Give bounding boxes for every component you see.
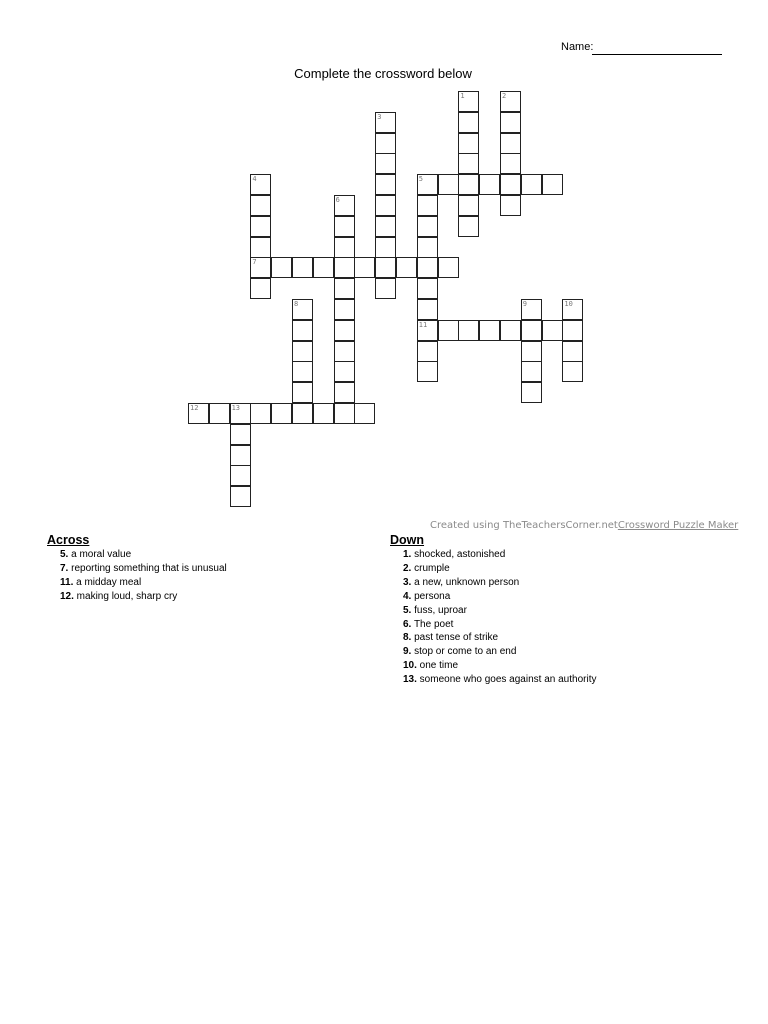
- grid-cell[interactable]: [334, 382, 355, 403]
- grid-cell[interactable]: [542, 174, 563, 195]
- name-label: Name:: [561, 41, 594, 53]
- grid-cell[interactable]: [292, 361, 313, 382]
- clue-number: 3.: [403, 576, 412, 588]
- grid-cell[interactable]: [334, 299, 355, 320]
- clue-number: 5.: [60, 549, 69, 560]
- grid-cell[interactable]: [521, 320, 542, 341]
- clue-text: persona: [411, 590, 451, 602]
- grid-cell[interactable]: [230, 465, 251, 486]
- grid-cell[interactable]: [334, 320, 355, 341]
- clue-number: 10: [564, 300, 573, 308]
- clue-number: 8.: [403, 632, 412, 644]
- grid-cell[interactable]: [375, 237, 396, 258]
- grid-cell[interactable]: [375, 133, 396, 154]
- grid-cell[interactable]: [334, 237, 355, 258]
- grid-cell[interactable]: [458, 153, 479, 174]
- clue-number: 4.: [403, 590, 412, 602]
- grid-cell[interactable]: [250, 216, 271, 237]
- clue-number: 11: [418, 320, 428, 329]
- grid-cell[interactable]: [500, 153, 521, 174]
- clue-item: [403, 645, 596, 659]
- clue-number: 5.: [403, 604, 412, 616]
- down-clues: [390, 533, 596, 687]
- credit-line: [430, 520, 738, 531]
- grid-cell[interactable]: [334, 216, 355, 237]
- grid-cell[interactable]: [354, 403, 375, 424]
- clue-text: someone who goes against an authority: [416, 674, 597, 686]
- down-heading: Down: [390, 533, 425, 547]
- grid-cell[interactable]: [417, 278, 438, 299]
- grid-cell[interactable]: [230, 424, 251, 445]
- grid-cell[interactable]: [375, 216, 396, 237]
- clue-number: 9: [522, 300, 528, 308]
- clue-number: 12.: [60, 590, 74, 602]
- grid-cell[interactable]: [500, 91, 521, 112]
- grid-cell[interactable]: [230, 403, 251, 424]
- grid-cell[interactable]: [417, 216, 438, 237]
- clue-number: 6: [335, 196, 340, 204]
- clue-number: 4: [252, 175, 257, 184]
- clue-text: past tense of strike: [411, 632, 499, 644]
- clue-number: 7.: [60, 562, 69, 574]
- grid-cell[interactable]: [458, 195, 479, 216]
- grid-cell[interactable]: [500, 320, 521, 341]
- grid-cell[interactable]: [417, 320, 438, 341]
- grid-cell[interactable]: [375, 195, 396, 216]
- grid-cell[interactable]: [292, 320, 313, 341]
- grid-cell[interactable]: [292, 257, 313, 278]
- grid-cell[interactable]: [396, 257, 417, 278]
- grid-cell[interactable]: [375, 112, 396, 133]
- clue-text: The poet: [411, 618, 454, 630]
- grid-cell[interactable]: [500, 174, 521, 195]
- grid-cell[interactable]: [500, 133, 521, 154]
- clue-item: [60, 576, 227, 590]
- clue-item: [403, 659, 596, 673]
- clue-number: 2: [502, 92, 507, 100]
- grid-cell[interactable]: [521, 174, 542, 195]
- grid-cell[interactable]: [417, 361, 438, 382]
- grid-cell[interactable]: [334, 257, 355, 278]
- clue-item: [403, 548, 596, 562]
- grid-cell[interactable]: [562, 341, 583, 362]
- grid-cell[interactable]: [292, 299, 313, 320]
- clue-number: 9.: [403, 646, 412, 658]
- grid-cell[interactable]: [292, 403, 313, 424]
- grid-cell[interactable]: [375, 153, 396, 174]
- grid-cell[interactable]: [271, 403, 292, 424]
- clue-text: a moral value: [68, 549, 132, 560]
- grid-cell[interactable]: [250, 195, 271, 216]
- grid-cell[interactable]: [562, 361, 583, 382]
- grid-cell[interactable]: [417, 257, 438, 278]
- down-clue-list: [390, 548, 596, 687]
- clue-number: 12: [190, 404, 199, 412]
- grid-cell[interactable]: [479, 174, 500, 195]
- name-field[interactable]: [592, 54, 722, 55]
- credit-text: Created using TheTeachersCorner.net: [430, 520, 618, 531]
- grid-cell[interactable]: [500, 195, 521, 216]
- grid-cell[interactable]: [542, 320, 563, 341]
- clue-item: [403, 618, 596, 632]
- clue-text: one time: [416, 660, 459, 672]
- grid-cell[interactable]: [334, 361, 355, 382]
- grid-cell[interactable]: [250, 174, 271, 195]
- grid-cell[interactable]: [521, 382, 542, 403]
- clue-number: 6.: [403, 618, 412, 630]
- across-heading: Across: [47, 533, 90, 547]
- grid-cell[interactable]: [438, 174, 459, 195]
- clue-number: 13.: [403, 674, 417, 686]
- page-title: Complete the crossword below: [294, 66, 472, 81]
- grid-cell[interactable]: [479, 320, 500, 341]
- grid-cell[interactable]: [250, 257, 271, 278]
- grid-cell[interactable]: [354, 257, 375, 278]
- clue-item: [60, 548, 227, 562]
- grid-cell[interactable]: [334, 195, 355, 216]
- clue-text: shocked, astonished: [411, 549, 506, 560]
- grid-cell[interactable]: [458, 216, 479, 237]
- grid-cell[interactable]: [230, 486, 251, 507]
- grid-cell[interactable]: [188, 403, 209, 424]
- grid-cell[interactable]: [521, 361, 542, 382]
- grid-cell[interactable]: [458, 174, 479, 195]
- grid-cell[interactable]: [209, 403, 230, 424]
- grid-cell[interactable]: [458, 133, 479, 154]
- grid-cell[interactable]: [500, 112, 521, 133]
- grid-cell[interactable]: [250, 237, 271, 258]
- grid-cell[interactable]: [438, 257, 459, 278]
- grid-cell[interactable]: [250, 403, 271, 424]
- grid-cell[interactable]: [313, 403, 334, 424]
- grid-cell[interactable]: [417, 195, 438, 216]
- grid-cell[interactable]: [375, 257, 396, 278]
- grid-cell[interactable]: [521, 341, 542, 362]
- grid-cell[interactable]: [375, 174, 396, 195]
- grid-cell[interactable]: [562, 320, 583, 341]
- grid-cell[interactable]: [334, 278, 355, 299]
- grid-cell[interactable]: [417, 174, 438, 195]
- grid-cell[interactable]: [417, 237, 438, 258]
- crossword-maker-link[interactable]: Crossword Puzzle Maker: [617, 520, 739, 531]
- grid-cell[interactable]: [417, 341, 438, 362]
- clue-text: stop or come to an end: [411, 646, 517, 658]
- grid-cell[interactable]: [230, 445, 251, 466]
- grid-cell[interactable]: [271, 257, 292, 278]
- grid-cell[interactable]: [292, 341, 313, 362]
- clue-item: [403, 631, 596, 645]
- clue-number: 5: [418, 175, 424, 184]
- grid-cell[interactable]: [458, 112, 479, 133]
- clue-text: crumple: [411, 562, 450, 574]
- clue-item: [403, 562, 596, 576]
- clue-number: 3: [377, 112, 382, 121]
- clue-item: [403, 576, 596, 590]
- grid-cell[interactable]: [334, 403, 355, 424]
- grid-cell[interactable]: [313, 257, 334, 278]
- grid-cell[interactable]: [458, 91, 479, 112]
- clue-text: a new, unknown person: [411, 576, 520, 588]
- grid-cell[interactable]: [250, 278, 271, 299]
- clue-item: [403, 590, 596, 604]
- grid-cell[interactable]: [438, 320, 459, 341]
- grid-cell[interactable]: [521, 299, 542, 320]
- clue-number: 1: [460, 92, 465, 100]
- clue-text: a midday meal: [73, 576, 142, 588]
- clue-number: 10.: [403, 660, 417, 672]
- clue-number: 13: [231, 404, 241, 412]
- grid-cell[interactable]: [458, 320, 479, 341]
- clue-text: making loud, sharp cry: [73, 590, 178, 602]
- clue-number: 2.: [403, 562, 412, 574]
- grid-cell[interactable]: [375, 278, 396, 299]
- clue-number: 8: [294, 300, 299, 308]
- clue-item: [60, 590, 227, 604]
- grid-cell[interactable]: [292, 382, 313, 403]
- clue-item: [403, 673, 596, 687]
- clue-number: 7: [252, 258, 257, 267]
- grid-cell[interactable]: [562, 299, 583, 320]
- clue-text: reporting something that is unusual: [68, 562, 227, 574]
- clue-item: [403, 604, 596, 618]
- across-clue-list: [47, 548, 227, 604]
- clue-text: fuss, uproar: [411, 604, 467, 616]
- clue-number: 11.: [60, 576, 74, 588]
- across-clues: [47, 533, 227, 604]
- grid-cell[interactable]: [417, 299, 438, 320]
- grid-cell[interactable]: [334, 341, 355, 362]
- clue-item: [60, 562, 227, 576]
- clue-number: 1.: [403, 549, 412, 560]
